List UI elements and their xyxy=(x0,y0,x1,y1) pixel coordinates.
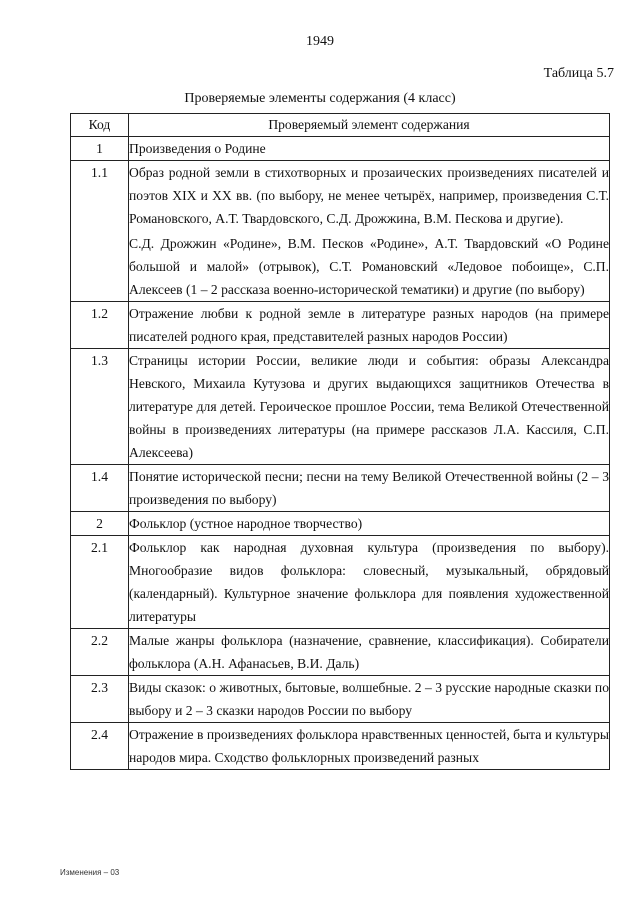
row-code: 2.1 xyxy=(71,536,129,629)
row-description xyxy=(129,137,610,161)
row-code: 1.3 xyxy=(71,349,129,465)
revision-footer: Изменения – 03 xyxy=(60,868,120,877)
row-description xyxy=(129,302,610,349)
page-number: 1949 xyxy=(306,34,334,49)
table-row xyxy=(71,512,610,536)
header-element: Проверяемый элемент содержания xyxy=(129,114,610,137)
header-code: Код xyxy=(71,114,129,137)
description-paragraph: Образ родной земли в стихотворных и прозаических произведениях писателей и поэтов XIX и XX вв. (по выбору, не менее четырёх, например, произведения С.Т. Романовского, А.Т. Твардовского, С.Д. Дрожжина, В.М. Пескова и другие). xyxy=(129,165,609,226)
description-paragraph: Произведения о Родине xyxy=(129,141,266,156)
row-description xyxy=(129,512,610,536)
row-description xyxy=(129,349,610,465)
row-description xyxy=(129,161,610,302)
table-row xyxy=(71,349,610,465)
table-label: Таблица 5.7 xyxy=(543,66,614,81)
description-paragraph: Виды сказок: о животных, бытовые, волшебные. 2 – 3 русские народные сказки по выбору и 2 – 3 сказки народов России по выбору xyxy=(129,680,609,718)
description-paragraph: Отражение в произведениях фольклора нравственных ценностей, быта и культуры народов мира. Сходство фольклорных произведений разных xyxy=(129,727,609,765)
table-row xyxy=(71,723,610,770)
table-row xyxy=(71,676,610,723)
table-row xyxy=(71,137,610,161)
row-code: 2.4 xyxy=(71,723,129,770)
description-paragraph: Фольклор как народная духовная культура (произведения по выбору). Многообразие видов фольклора: словесный, музыкальный, обрядовый (календарный). Культурное значение фольклора для появления художественной литературы xyxy=(129,540,609,624)
table-row xyxy=(71,629,610,676)
row-description xyxy=(129,723,610,770)
table-header-row xyxy=(71,114,610,137)
row-description xyxy=(129,629,610,676)
table-title: Проверяемые элементы содержания (4 класс) xyxy=(184,91,456,106)
description-paragraph: С.Д. Дрожжин «Родине», В.М. Песков «Родине», А.Т. Твардовский «О Родине большой и малой» (отрывок), С.Т. Романовский «Ледовое побоище», С.П. Алексеев (1 – 2 рассказа военно-исторической тематики) и другие (по выбору) xyxy=(129,236,609,297)
row-code: 1 xyxy=(71,137,129,161)
description-paragraph: Страницы истории России, великие люди и события: образы Александра Невского, Михаила Кутузова и других выдающихся защитников Отечества в литературе для детей. Героическое прошлое России, тема Великой Отечественной войны в произведениях литературы (на примере рассказов Л.А. Кассиля, С.П. Алексеева) xyxy=(129,353,609,460)
description-paragraph: Понятие исторической песни; песни на тему Великой Отечественной войны (2 – 3 произведения по выбору) xyxy=(129,469,609,507)
row-code: 1.4 xyxy=(71,465,129,512)
table-row xyxy=(71,161,610,302)
table-row xyxy=(71,302,610,349)
content-elements-table xyxy=(70,113,610,770)
table-row xyxy=(71,536,610,629)
row-description xyxy=(129,536,610,629)
table-row xyxy=(71,465,610,512)
row-code: 1.2 xyxy=(71,302,129,349)
row-description xyxy=(129,465,610,512)
description-paragraph: Фольклор (устное народное творчество) xyxy=(129,516,363,531)
description-paragraph: Отражение любви к родной земле в литературе разных народов (на примере писателей родного края, представителей разных народов России) xyxy=(129,306,609,344)
row-code: 2 xyxy=(71,512,129,536)
description-paragraph: Малые жанры фольклора (назначение, сравнение, классификация). Собиратели фольклора (А.Н. Афанасьев, В.И. Даль) xyxy=(129,633,609,671)
row-description xyxy=(129,676,610,723)
row-code: 2.2 xyxy=(71,629,129,676)
row-code: 2.3 xyxy=(71,676,129,723)
row-code: 1.1 xyxy=(71,161,129,302)
